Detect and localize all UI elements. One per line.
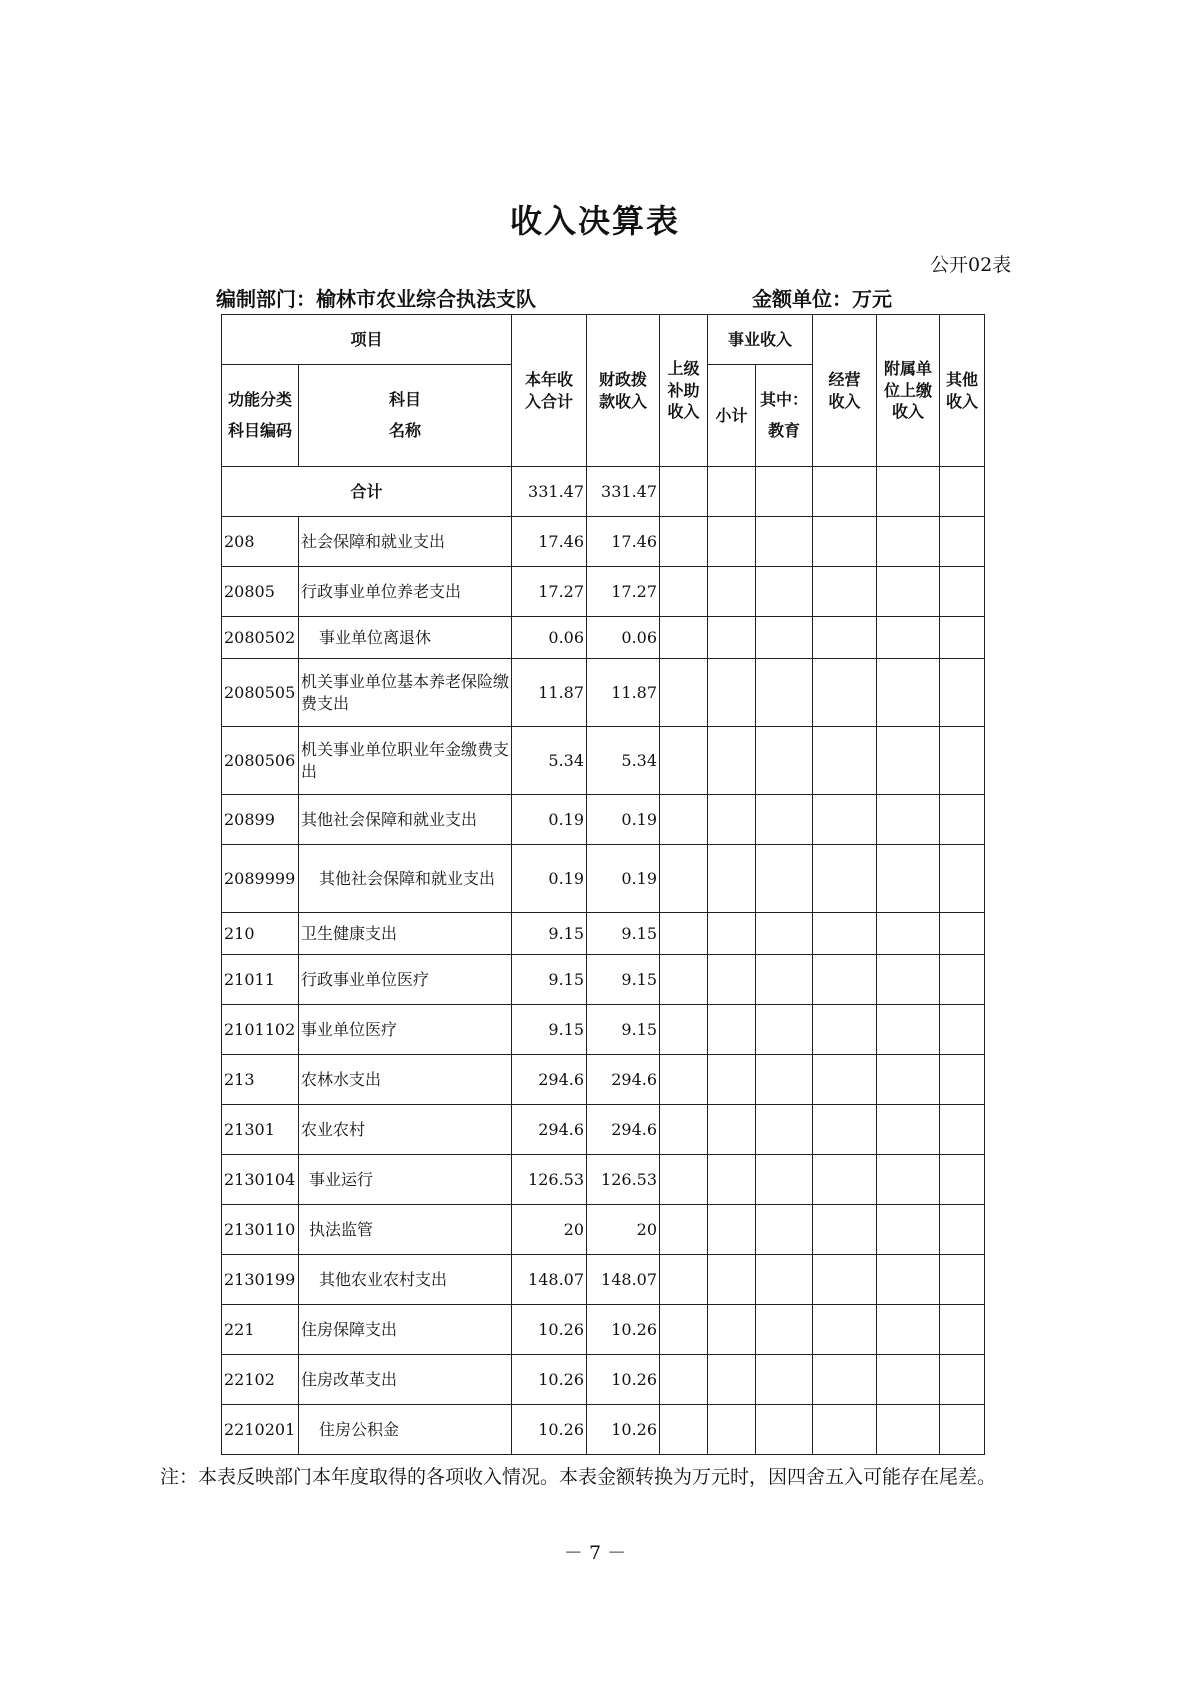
empty-cell <box>660 795 708 845</box>
empty-cell <box>813 955 877 1005</box>
fiscal-income-cell: 9.15 <box>587 955 660 1005</box>
empty-cell <box>813 659 877 727</box>
subject-name-cell: 事业单位医疗 <box>299 1005 512 1055</box>
subject-name-cell: 住房改革支出 <box>299 1355 512 1405</box>
empty-cell <box>708 795 756 845</box>
empty-cell <box>660 727 708 795</box>
subject-name-cell: 农业农村 <box>299 1105 512 1155</box>
total-income-cell: 9.15 <box>512 913 587 955</box>
subject-name-cell: 卫生健康支出 <box>299 913 512 955</box>
func-code-cell: 2130104 <box>222 1155 299 1205</box>
empty-cell <box>877 617 940 659</box>
empty-cell <box>660 1105 708 1155</box>
table-row <box>222 1205 985 1255</box>
subject-name-cell: 行政事业单位医疗 <box>299 955 512 1005</box>
table-row <box>222 1105 985 1155</box>
empty-cell <box>756 1405 813 1455</box>
empty-cell <box>660 467 708 517</box>
empty-cell <box>813 1105 877 1155</box>
empty-cell <box>813 567 877 617</box>
empty-cell <box>877 913 940 955</box>
empty-cell <box>940 1205 985 1255</box>
empty-cell <box>708 1005 756 1055</box>
table-row <box>222 617 985 659</box>
func-code-cell: 221 <box>222 1305 299 1355</box>
func-code-cell: 213 <box>222 1055 299 1105</box>
empty-cell <box>813 727 877 795</box>
empty-cell <box>940 1055 985 1105</box>
table-row <box>222 1405 985 1455</box>
empty-cell <box>813 517 877 567</box>
empty-cell <box>813 1005 877 1055</box>
total-income-cell: 294.6 <box>512 1105 587 1155</box>
empty-cell <box>940 795 985 845</box>
table-row <box>222 1305 985 1355</box>
header-total-income: 本年收 入合计 <box>512 315 587 467</box>
table-row <box>222 1355 985 1405</box>
fiscal-income-cell: 126.53 <box>587 1155 660 1205</box>
fiscal-income-cell: 20 <box>587 1205 660 1255</box>
empty-cell <box>756 659 813 727</box>
empty-cell <box>708 467 756 517</box>
empty-cell <box>940 1405 985 1455</box>
total-income-cell: 5.34 <box>512 727 587 795</box>
empty-cell <box>940 517 985 567</box>
empty-cell <box>660 1355 708 1405</box>
empty-cell <box>940 617 985 659</box>
fiscal-income-cell: 17.46 <box>587 517 660 567</box>
header-superior: 上级 补助 收入 <box>660 315 708 467</box>
total-income-cell: 0.19 <box>512 795 587 845</box>
fiscal-income-cell: 11.87 <box>587 659 660 727</box>
header-fiscal: 财政拨 款收入 <box>587 315 660 467</box>
func-code-cell: 2130199 <box>222 1255 299 1305</box>
empty-cell <box>660 913 708 955</box>
empty-cell <box>940 1155 985 1205</box>
subject-name-cell: 社会保障和就业支出 <box>299 517 512 567</box>
empty-cell <box>877 1005 940 1055</box>
empty-cell <box>660 1005 708 1055</box>
empty-cell <box>940 467 985 517</box>
total-income-value: 331.47 <box>512 467 587 517</box>
table-row <box>222 1005 985 1055</box>
empty-cell <box>940 659 985 727</box>
subject-name-cell: 其他社会保障和就业支出 <box>299 845 512 913</box>
total-income-cell: 294.6 <box>512 1055 587 1105</box>
empty-cell <box>756 845 813 913</box>
empty-cell <box>877 467 940 517</box>
empty-cell <box>660 845 708 913</box>
empty-cell <box>660 567 708 617</box>
empty-cell <box>756 467 813 517</box>
total-income-cell: 0.19 <box>512 845 587 913</box>
fiscal-income-cell: 148.07 <box>587 1255 660 1305</box>
func-code-cell: 2130110 <box>222 1205 299 1255</box>
empty-cell <box>708 1205 756 1255</box>
header-project: 项目 <box>222 315 512 365</box>
empty-cell <box>708 1255 756 1305</box>
func-code-cell: 21301 <box>222 1105 299 1155</box>
empty-cell <box>660 955 708 1005</box>
header-subtotal: 小计 <box>708 365 756 467</box>
empty-cell <box>813 1255 877 1305</box>
empty-cell <box>813 617 877 659</box>
fiscal-income-cell: 5.34 <box>587 727 660 795</box>
total-income-cell: 9.15 <box>512 955 587 1005</box>
func-code-cell: 22102 <box>222 1355 299 1405</box>
total-income-cell: 20 <box>512 1205 587 1255</box>
page-number: － 7 － <box>563 1542 627 1564</box>
empty-cell <box>940 913 985 955</box>
empty-cell <box>756 913 813 955</box>
empty-cell <box>813 1355 877 1405</box>
empty-cell <box>877 517 940 567</box>
empty-cell <box>877 1155 940 1205</box>
header-education: 其中： 教育 <box>756 365 813 467</box>
empty-cell <box>660 517 708 567</box>
empty-cell <box>813 1155 877 1205</box>
total-income-cell: 10.26 <box>512 1405 587 1455</box>
empty-cell <box>877 1055 940 1105</box>
amount-unit-label: 金额单位：万元 <box>752 287 892 311</box>
empty-cell <box>756 1255 813 1305</box>
total-income-cell: 126.53 <box>512 1155 587 1205</box>
total-income-cell: 11.87 <box>512 659 587 727</box>
empty-cell <box>660 1205 708 1255</box>
fiscal-income-cell: 9.15 <box>587 1005 660 1055</box>
header-subject-name: 科目 名称 <box>299 365 512 467</box>
total-label: 合计 <box>222 467 512 517</box>
empty-cell <box>756 795 813 845</box>
header-row-1 <box>222 315 985 365</box>
subject-name-cell: 行政事业单位养老支出 <box>299 567 512 617</box>
empty-cell <box>756 1105 813 1155</box>
func-code-cell: 210 <box>222 913 299 955</box>
total-income-cell: 0.06 <box>512 617 587 659</box>
empty-cell <box>660 1055 708 1105</box>
empty-cell <box>813 1405 877 1455</box>
total-income-cell: 10.26 <box>512 1305 587 1355</box>
empty-cell <box>813 795 877 845</box>
empty-cell <box>708 659 756 727</box>
func-code-cell: 20899 <box>222 795 299 845</box>
empty-cell <box>756 517 813 567</box>
empty-cell <box>756 1355 813 1405</box>
empty-cell <box>877 795 940 845</box>
empty-cell <box>756 727 813 795</box>
empty-cell <box>940 567 985 617</box>
fiscal-income-cell: 0.06 <box>587 617 660 659</box>
table-row <box>222 913 985 955</box>
func-code-cell: 2210201 <box>222 1405 299 1455</box>
empty-cell <box>877 1205 940 1255</box>
header-business-income: 事业收入 <box>708 315 813 365</box>
empty-cell <box>940 727 985 795</box>
subject-name-cell: 事业单位离退休 <box>299 617 512 659</box>
empty-cell <box>660 659 708 727</box>
subject-name-cell: 住房保障支出 <box>299 1305 512 1355</box>
empty-cell <box>940 1355 985 1405</box>
empty-cell <box>940 845 985 913</box>
department-label: 编制部门：榆林市农业综合执法支队 <box>216 287 536 311</box>
fiscal-income-cell: 9.15 <box>587 913 660 955</box>
empty-cell <box>940 1005 985 1055</box>
empty-cell <box>708 1155 756 1205</box>
subject-name-cell: 住房公积金 <box>299 1405 512 1455</box>
empty-cell <box>660 1255 708 1305</box>
empty-cell <box>708 727 756 795</box>
form-number: 公开02表 <box>930 254 1012 276</box>
table-row <box>222 517 985 567</box>
empty-cell <box>756 567 813 617</box>
empty-cell <box>660 1305 708 1355</box>
empty-cell <box>756 1205 813 1255</box>
func-code-cell: 2080502 <box>222 617 299 659</box>
total-income-cell: 17.46 <box>512 517 587 567</box>
subject-name-cell: 农林水支出 <box>299 1055 512 1105</box>
empty-cell <box>756 1005 813 1055</box>
empty-cell <box>756 617 813 659</box>
func-code-cell: 2080506 <box>222 727 299 795</box>
empty-cell <box>813 1055 877 1105</box>
empty-cell <box>708 1405 756 1455</box>
table-row <box>222 1255 985 1305</box>
table-row <box>222 845 985 913</box>
fiscal-income-cell: 294.6 <box>587 1055 660 1105</box>
empty-cell <box>877 1105 940 1155</box>
func-code-cell: 208 <box>222 517 299 567</box>
subject-name-cell: 执法监管 <box>299 1205 512 1255</box>
func-code-cell: 21011 <box>222 955 299 1005</box>
func-code-cell: 20805 <box>222 567 299 617</box>
fiscal-income-cell: 10.26 <box>587 1355 660 1405</box>
page-title: 收入决算表 <box>509 202 680 240</box>
fiscal-income-cell: 17.27 <box>587 567 660 617</box>
table-row <box>222 567 985 617</box>
total-income-cell: 17.27 <box>512 567 587 617</box>
empty-cell <box>708 1055 756 1105</box>
empty-cell <box>756 955 813 1005</box>
total-fiscal-value: 331.47 <box>587 467 660 517</box>
total-income-cell: 148.07 <box>512 1255 587 1305</box>
total-income-cell: 9.15 <box>512 1005 587 1055</box>
subject-name-cell: 其他农业农村支出 <box>299 1255 512 1305</box>
empty-cell <box>813 1305 877 1355</box>
empty-cell <box>877 727 940 795</box>
func-code-cell: 2101102 <box>222 1005 299 1055</box>
empty-cell <box>877 1255 940 1305</box>
total-row <box>222 467 985 517</box>
empty-cell <box>877 955 940 1005</box>
empty-cell <box>708 955 756 1005</box>
empty-cell <box>813 1205 877 1255</box>
subject-name-cell: 机关事业单位职业年金缴费支出 <box>299 727 512 795</box>
empty-cell <box>708 1305 756 1355</box>
empty-cell <box>708 567 756 617</box>
subject-name-cell: 机关事业单位基本养老保险缴费支出 <box>299 659 512 727</box>
footnote: 注：本表反映部门本年度取得的各项收入情况。本表金额转换为万元时，因四舍五入可能存在尾差。 <box>160 1466 997 1488</box>
empty-cell <box>813 467 877 517</box>
subject-name-cell: 事业运行 <box>299 1155 512 1205</box>
empty-cell <box>708 845 756 913</box>
empty-cell <box>708 913 756 955</box>
subject-name-cell: 其他社会保障和就业支出 <box>299 795 512 845</box>
table-row <box>222 795 985 845</box>
empty-cell <box>940 1305 985 1355</box>
empty-cell <box>877 1355 940 1405</box>
empty-cell <box>940 955 985 1005</box>
fiscal-income-cell: 294.6 <box>587 1105 660 1155</box>
empty-cell <box>660 617 708 659</box>
fiscal-income-cell: 10.26 <box>587 1305 660 1355</box>
empty-cell <box>708 1355 756 1405</box>
empty-cell <box>877 1405 940 1455</box>
header-func-code: 功能分类 科目编码 <box>222 365 299 467</box>
fiscal-income-cell: 10.26 <box>587 1405 660 1455</box>
fiscal-income-cell: 0.19 <box>587 845 660 913</box>
empty-cell <box>940 1105 985 1155</box>
empty-cell <box>940 1255 985 1305</box>
empty-cell <box>708 517 756 567</box>
table-row <box>222 659 985 727</box>
empty-cell <box>708 617 756 659</box>
header-affiliated: 附属单 位上缴 收入 <box>877 315 940 467</box>
empty-cell <box>756 1305 813 1355</box>
header-other: 其他 收入 <box>940 315 985 467</box>
func-code-cell: 2089999 <box>222 845 299 913</box>
func-code-cell: 2080505 <box>222 659 299 727</box>
empty-cell <box>877 845 940 913</box>
empty-cell <box>708 1105 756 1155</box>
table-row <box>222 955 985 1005</box>
empty-cell <box>756 1055 813 1105</box>
table-row <box>222 1055 985 1105</box>
total-income-cell: 10.26 <box>512 1355 587 1405</box>
fiscal-income-cell: 0.19 <box>587 795 660 845</box>
income-table <box>221 314 985 1455</box>
empty-cell <box>877 1305 940 1355</box>
empty-cell <box>756 1155 813 1205</box>
empty-cell <box>660 1405 708 1455</box>
empty-cell <box>813 845 877 913</box>
empty-cell <box>877 567 940 617</box>
empty-cell <box>877 659 940 727</box>
table-row <box>222 727 985 795</box>
table-row <box>222 1155 985 1205</box>
empty-cell <box>813 913 877 955</box>
header-operating: 经营 收入 <box>813 315 877 467</box>
empty-cell <box>660 1155 708 1205</box>
